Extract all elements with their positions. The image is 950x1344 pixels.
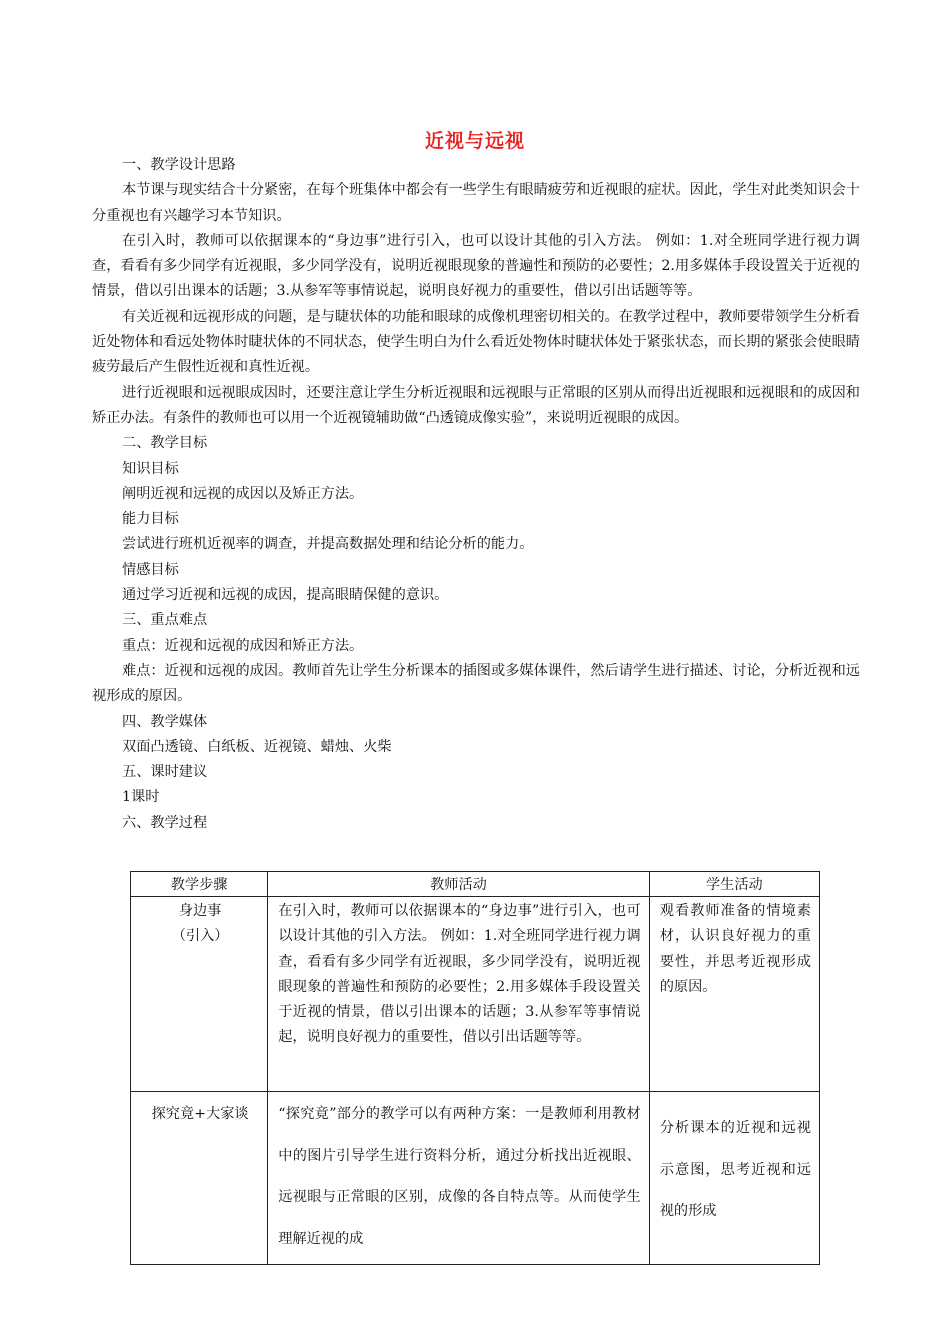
table-header-row xyxy=(131,872,820,897)
subheading: 情感目标 xyxy=(122,561,179,578)
paragraph: 难点：近视和远视的成因。教师首先让学生分析课本的插图或多媒体课件，然后请学生进行描述、讨论，分析近视和远视形成的原因。 xyxy=(92,662,860,705)
table-cell-teacher xyxy=(268,1092,650,1265)
paragraph: 重点：近视和远视的成因和矫正方法。 xyxy=(122,637,364,654)
teacher-activity-text: 在引入时，教师可以依据课本的“身边事”进行引入，也可以设计其他的引入方法。 例如：1.对全班同学进行视力调查，看看有多少同学有近视眼，多少同学没有，说明近视眼现象的普遍性和预防的必要性；2.用多媒体手段设置关于近视的情景，借以引出课本的话题；3.从参军等事情说起，说明良好视力的重要性，借以引出话题等等。 xyxy=(278,903,641,1046)
paragraph: 在引入时，教师可以依据课本的“身边事”进行引入，也可以设计其他的引入方法。 例如：1.对全班同学进行视力调查，看看有多少同学有近视眼，多少同学没有，说明近视眼现象的普遍性和预防的必要性；2.用多媒体手段设置关于近视的情景，借以引出课本的话题；3.从参军等事情说起，说明良好视力的重要性，借以引出话题等等。 xyxy=(92,232,860,300)
document-title: 近视与远视 xyxy=(424,130,525,152)
step-name: 身边事 xyxy=(178,903,222,919)
paragraph: 1课时 xyxy=(122,789,160,806)
table-header-cell: 学生活动 xyxy=(649,872,819,897)
section-heading: 六、教学过程 xyxy=(122,814,208,831)
paragraph: 尝试进行班机近视率的调查，并提高数据处理和结论分析的能力。 xyxy=(122,536,534,553)
paragraph: 本节课与现实结合十分紧密，在每个班集体中都会有一些学生有眼睛疲劳和近视眼的症状。因此，学生对此类知识会十分重视也有兴趣学习本节知识。 xyxy=(92,182,860,224)
paragraph: 进行近视眼和远视眼成因时，还要注意让学生分析近视眼和远视眼与正常眼的区别从而得出近视眼和远视眼和的成因和矫正办法。有条件的教师也可以用一个近视镜辅助做“凸透镜成像实验”，来说明近视眼的成因。 xyxy=(92,384,860,426)
table-cell-step xyxy=(131,1092,268,1265)
section-heading: 五、课时建议 xyxy=(122,764,208,781)
step-name: 探究竟+大家谈 xyxy=(151,1106,249,1122)
step-subname: （引入） xyxy=(171,928,229,945)
section-heading: 二、教学目标 xyxy=(122,435,208,452)
paragraph: 阐明近视和远视的成因以及矫正方法。 xyxy=(122,485,364,502)
table-cell-teacher xyxy=(268,897,650,1092)
teacher-activity-text: “探究竟”部分的教学可以有两种方案：一是教师利用教材中的图片引导学生进行资料分析，通过分析找出近视眼、远视眼与正常眼的区别，成像的各自特点等。从而使学生理解近视的成 xyxy=(278,1106,641,1247)
subheading: 能力目标 xyxy=(122,511,179,528)
document-body xyxy=(92,153,860,836)
table-row xyxy=(131,897,820,1092)
student-activity-text: 分析课本的近视和远视示意图，思考近视和远视的形成 xyxy=(659,1120,811,1219)
section-heading: 四、教学媒体 xyxy=(122,713,208,730)
table-row xyxy=(131,1092,820,1265)
table-cell-student xyxy=(649,897,819,1092)
section-heading: 三、重点难点 xyxy=(122,612,208,629)
paragraph: 双面凸透镜、白纸板、近视镜、蜡烛、火柴 xyxy=(122,738,392,755)
table-cell-student xyxy=(649,1092,819,1265)
teaching-process-table xyxy=(130,871,820,1265)
paragraph: 有关近视和远视形成的问题，是与睫状体的功能和眼球的成像机理密切相关的。在教学过程中，教师要带领学生分析看近处物体和看远处物体时睫状体的不同状态，使学生明白为什么看近处物体时睫状体处于紧张状态，而长期的紧张会使眼睛疲劳最后产生假性近视和真性近视。 xyxy=(92,308,860,376)
paragraph: 通过学习近视和远视的成因，提高眼睛保健的意识。 xyxy=(122,587,449,604)
subheading: 知识目标 xyxy=(122,460,179,477)
table-header-cell: 教师活动 xyxy=(268,872,650,897)
table-cell-step xyxy=(131,897,268,1092)
section-heading: 一、教学设计思路 xyxy=(122,157,236,173)
student-activity-text: 观看教师准备的情境素材，认识良好视力的重要性，并思考近视形成的原因。 xyxy=(659,903,811,995)
table-header-cell: 教学步骤 xyxy=(131,872,268,897)
